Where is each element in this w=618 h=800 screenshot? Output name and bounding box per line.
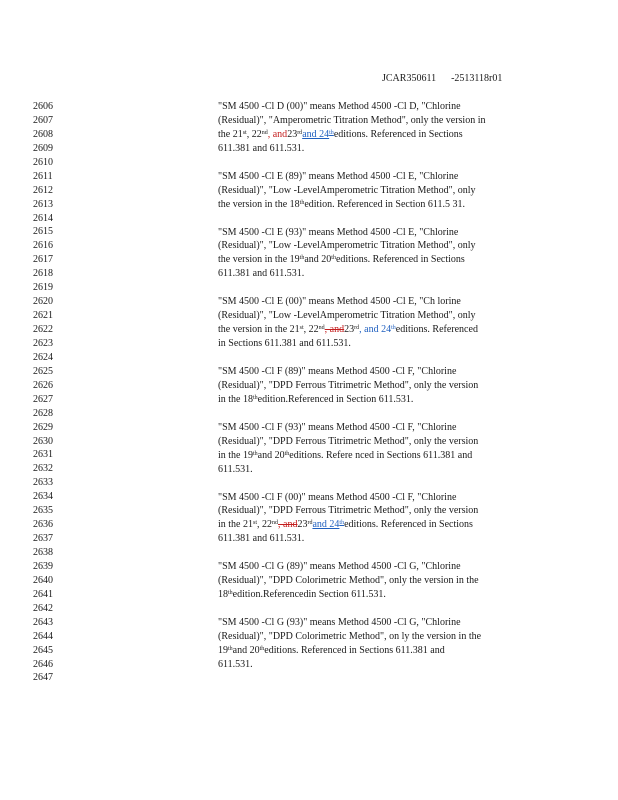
line-number: 2640 [33, 574, 53, 586]
definition-entry [218, 295, 542, 351]
line-number: 2631 [33, 449, 53, 461]
text-line: the 21 $^{st}$ , 22 $^{nd}$ , and 23 $^{rd}$ and 24 $^{th}$ editions. Referenced in Sections [218, 128, 463, 140]
text-line: (Residual)", "DPD Ferrous Titrimetric Method", only the version [218, 505, 479, 517]
definition-entry [218, 365, 542, 407]
text-line: in the 18 $^{th}$ edition.Referenced in Section 611.531. [218, 393, 414, 405]
line-number: 2607 [33, 114, 53, 126]
line-number: 2628 [33, 407, 53, 419]
text-line: the version in the 19 $^{th}$ and 20 $^{th}$ editions. Referenced in Sections [218, 254, 465, 266]
line-number: 2620 [33, 296, 53, 308]
line-number: 2622 [33, 324, 53, 335]
line-number: 2610 [33, 156, 53, 168]
line-number: 2625 [33, 365, 53, 377]
line-number: 2609 [33, 142, 53, 154]
line-number: 2608 [33, 128, 53, 140]
definition-entry [218, 226, 542, 282]
inserted-text: , and [267, 128, 288, 140]
text-line: in the 21 $^{st}$ , 22 $^{nd}$ , and 23 $^{rd}$ and 24 $^{th}$ editions. Referenced in Sections [218, 519, 473, 531]
text-line: (Residual)", "DPD Colorimetric Method", on ly the version in the [218, 630, 482, 642]
line-number: 2629 [33, 421, 53, 433]
text-line: 611.381 and 611.531. [218, 142, 305, 154]
definition-entry [218, 100, 542, 156]
line-number: 2616 [33, 240, 53, 252]
line-number: 2623 [33, 337, 53, 349]
text-line: in the 19 $^{th}$ and 20 $^{th}$ editions. Refere nced in Sections 611.381 and [218, 449, 473, 461]
text-line: (Residual)", "DPD Ferrous Titrimetric Method", only the version [218, 435, 479, 447]
text-line: "SM 4500 -Cl F (00)" means Method 4500 -Cl F, "Chlorine [218, 491, 457, 503]
text-line: the version in the 18 $^{th}$ edition. Referenced in Section 611.5 31. [218, 198, 466, 210]
line-number: 2632 [33, 463, 53, 475]
text-line: "SM 4500 -Cl E (89)" means Method 4500 -Cl E, "Chlorine [218, 170, 459, 182]
line-number: 2619 [33, 282, 53, 294]
text-line: 611.531. [218, 463, 253, 475]
line-number: 2643 [33, 616, 53, 628]
line-number: 2633 [33, 477, 53, 489]
text-line: 18 $^{th}$ edition.Referencedin Section 611.531. [218, 589, 386, 601]
line-number: 2624 [33, 351, 53, 363]
text-line: (Residual)", "Low -LevelAmperometric Titration Method", only [218, 240, 476, 252]
definition-entry [218, 560, 542, 602]
line-number: 2634 [33, 491, 53, 503]
deleted-text: , and [278, 519, 298, 531]
text-line: (Residual)", "Low -LevelAmperometric Titration Method", only [218, 310, 476, 322]
line-number-column [33, 100, 63, 685]
line-number: 2644 [33, 630, 53, 642]
text-line: (Residual)", "Amperometric Titration Method", only the version in [218, 114, 486, 126]
line-number: 2626 [33, 379, 53, 391]
line-number: 2637 [33, 533, 53, 545]
definition-entry [218, 421, 542, 477]
document-body [218, 100, 542, 672]
doc-id: JCAR350611 [382, 73, 437, 84]
line-number: 2615 [33, 226, 53, 238]
deleted-text: , and [324, 324, 345, 336]
line-number: 2630 [33, 435, 53, 447]
text-line: (Residual)", "Low -LevelAmperometric Titration Method", only [218, 184, 476, 196]
line-number: 2639 [33, 560, 53, 572]
line-number: 2646 [33, 658, 53, 670]
text-line: (Residual)", "DPD Colorimetric Method", only the version in the [218, 575, 479, 587]
definition-entry [218, 616, 542, 672]
text-line: 19 $^{th}$ and 20 $^{th}$ editions. Referenced in Sections 611.381 and [218, 644, 445, 656]
text-line: "SM 4500 -Cl G (89)" means Method 4500 -Cl G, "Chlorine [218, 561, 461, 573]
text-line: "SM 4500 -Cl D (00)" means Method 4500 -Cl D, "Chlorine [218, 101, 461, 112]
line-number: 2606 [33, 101, 53, 112]
inserted-text: , and 24 [359, 324, 392, 336]
text-line: "SM 4500 -Cl F (93)" means Method 4500 -Cl F, "Chlorine [218, 421, 457, 433]
text-line: 611.381 and 611.531. [218, 533, 305, 545]
definition-entry [218, 491, 542, 547]
text-line: 611.531. [218, 658, 253, 670]
line-number: 2627 [33, 393, 53, 405]
page-header [382, 73, 502, 84]
inserted-text: and 24 [312, 519, 340, 531]
text-line: "SM 4500 -Cl E (93)" means Method 4500 -Cl E, "Chlorine [218, 226, 459, 238]
line-number: 2613 [33, 198, 53, 210]
line-number: 2621 [33, 310, 53, 322]
inserted-text: and 24 [302, 128, 330, 140]
text-line: in Sections 611.381 and 611.531. [218, 338, 351, 350]
line-number: 2635 [33, 505, 53, 517]
line-number: 2647 [33, 672, 53, 684]
text-line: the version in the 21 $^{st}$ , 22 $^{nd}$ , and 23 $^{rd}$ , and 24 $^{th}$ editions. Referenced [218, 324, 478, 336]
line-number: 2645 [33, 644, 53, 656]
line-number: 2614 [33, 212, 53, 224]
line-number: 2642 [33, 602, 53, 614]
line-number: 2611 [33, 170, 53, 182]
rev-id: -2513118r01 [451, 73, 503, 84]
line-number: 2617 [33, 254, 53, 266]
text-line: "SM 4500 -Cl G (93)" means Method 4500 -Cl G, "Chlorine [218, 617, 461, 629]
line-number: 2618 [33, 268, 53, 280]
line-number: 2636 [33, 519, 53, 531]
line-number: 2641 [33, 588, 53, 600]
text-line: "SM 4500 -Cl E (00)" means Method 4500 -Cl E, "Ch lorine [218, 296, 461, 308]
line-number: 2612 [33, 184, 53, 196]
text-line: (Residual)", "DPD Ferrous Titrimetric Method", only the version [218, 379, 479, 391]
text-line: "SM 4500 -Cl F (89)" means Method 4500 -Cl F, "Chlorine [218, 365, 457, 377]
text-line: 611.381 and 611.531. [218, 268, 305, 280]
line-number: 2638 [33, 547, 53, 558]
definition-entry [218, 170, 542, 212]
